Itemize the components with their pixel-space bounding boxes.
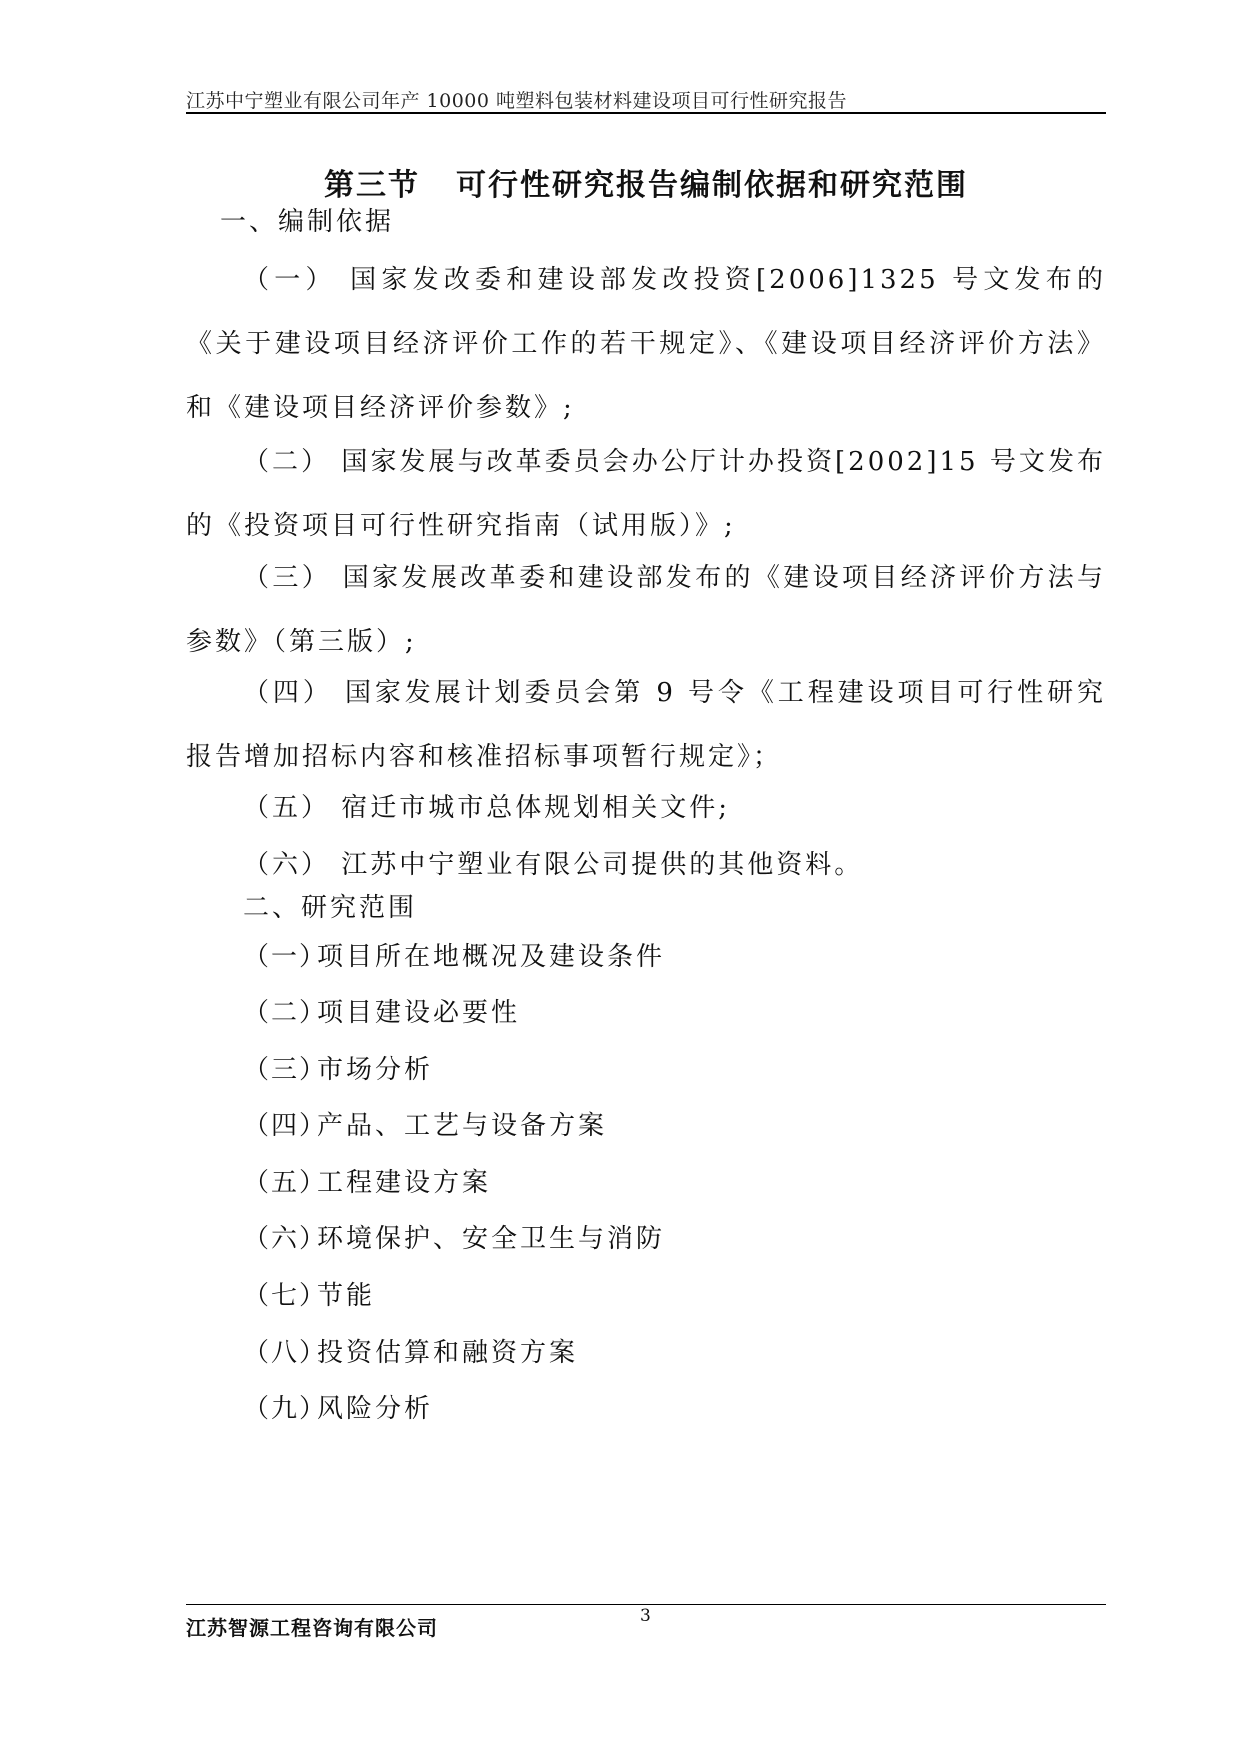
footer-divider [186, 1604, 1106, 1605]
basis-item-3 [186, 546, 1106, 674]
footer-company: 江苏智源工程咨询有限公司 [186, 1616, 438, 1640]
item-text: 市场分析 [317, 1055, 434, 1085]
section-number: 第三节 [324, 168, 420, 203]
item-text: 宿迁市城市总体规划相关文件; [341, 793, 731, 823]
section-title [186, 160, 1106, 204]
item-number: （二） [243, 447, 331, 477]
scope-item-3 [243, 1053, 433, 1087]
scope-item-4 [243, 1109, 607, 1143]
scope-item-7 [243, 1279, 375, 1313]
page-number: 3 [640, 1606, 651, 1626]
item-number: （九） [243, 1394, 328, 1424]
item-number: （六） [243, 1224, 328, 1254]
item-number: （四） [243, 1111, 328, 1141]
header-divider [186, 112, 1106, 114]
item-number: （五） [243, 1168, 328, 1198]
basis-item-2 [186, 430, 1106, 558]
basis-item-4 [186, 661, 1106, 789]
item-number: （七） [243, 1281, 328, 1311]
basis-item-5 [186, 776, 1106, 840]
item-text: 项目所在地概况及建设条件 [317, 942, 666, 972]
item-text: 国家发展改革委和建设部发布的《建设项目经济评价方法与参数》（第三版）; [186, 563, 1106, 657]
item-text: 投资估算和融资方案 [317, 1338, 579, 1368]
item-text: 环境保护、安全卫生与消防 [317, 1224, 666, 1254]
item-number: （五） [243, 793, 331, 823]
item-number: （四） [243, 678, 333, 708]
scope-item-2 [243, 996, 520, 1030]
item-text: 节能 [317, 1281, 376, 1311]
scope-item-6 [243, 1222, 665, 1256]
item-number: （三） [243, 1055, 328, 1085]
scope-item-5 [243, 1166, 491, 1200]
basis-heading: 一、编制依据 [220, 207, 395, 237]
item-text: 项目建设必要性 [317, 998, 521, 1028]
item-number: （三） [243, 563, 332, 593]
item-number: （六） [243, 850, 331, 880]
item-text: 产品、工艺与设备方案 [317, 1111, 608, 1141]
scope-item-9 [243, 1392, 433, 1426]
item-text: 国家发展计划委员会第 9 号令《工程建设项目可行性研究报告增加招标内容和核准招标事项暂行规定》； [186, 678, 1106, 772]
scope-item-8 [243, 1336, 578, 1370]
basis-item-1 [186, 248, 1106, 440]
basis-item-6 [186, 833, 1106, 897]
item-text: 国家发展与改革委员会办公厅计办投资[2002]15 号文发布的《投资项目可行性研究指南（试用版）》; [186, 447, 1106, 541]
item-text: 江苏中宁塑业有限公司提供的其他资料。 [341, 850, 864, 880]
item-text: 风险分析 [317, 1394, 434, 1424]
scope-item-1 [243, 940, 665, 974]
scope-heading: 二、研究范围 [243, 893, 418, 923]
item-number: （二） [243, 998, 328, 1028]
item-text: 国家发改委和建设部发改投资[2006]1325 号文发布的《关于建设项目经济评价工作的若干规定》、《建设项目经济评价方法》和《建设项目经济评价参数》; [186, 265, 1106, 423]
item-number: （一） [243, 265, 337, 295]
item-number: （八） [243, 1338, 328, 1368]
section-name: 可行性研究报告编制依据和研究范围 [456, 168, 968, 203]
item-text: 工程建设方案 [317, 1168, 492, 1198]
header-title: 江苏中宁塑业有限公司年产 10000 吨塑料包装材料建设项目可行性研究报告 [186, 90, 848, 112]
item-number: （一） [243, 942, 328, 972]
